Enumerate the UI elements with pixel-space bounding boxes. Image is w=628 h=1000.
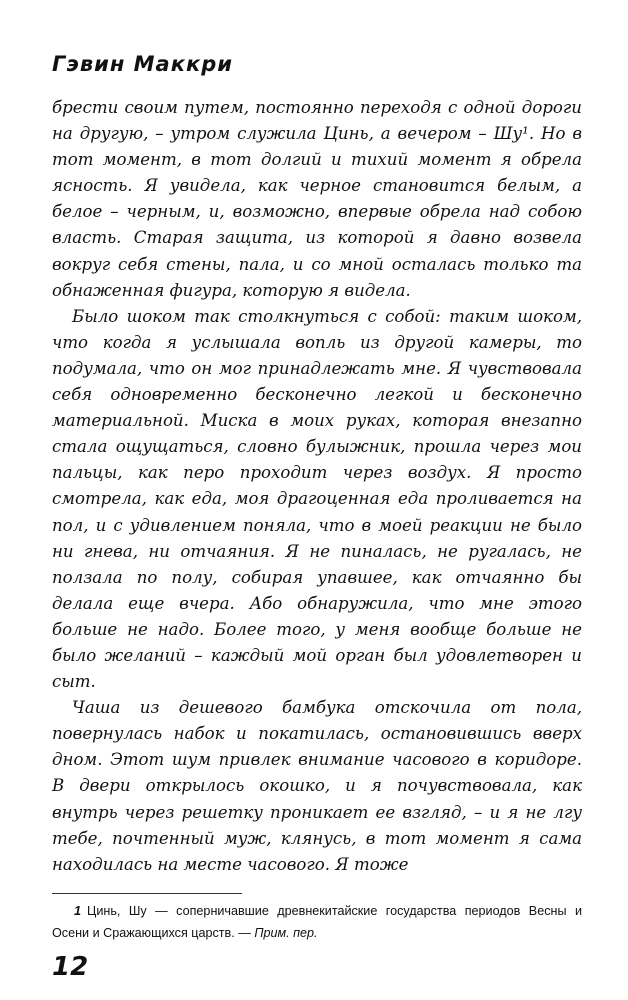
body-text bbox=[52, 95, 582, 878]
footnote bbox=[52, 900, 582, 944]
footnote-divider bbox=[52, 893, 242, 894]
footnote-translator-note: Прим. пер. bbox=[254, 926, 318, 940]
footnote-marker: 1 bbox=[74, 904, 82, 918]
running-head-author: Гэвин Маккри bbox=[52, 52, 233, 76]
page-number: 12 bbox=[52, 952, 89, 982]
paragraph-2: Было шоком так столкнуться с собой: таким шоком, что когда я услышала вопль из другой камеры, то подумала, что он мог принадлежать мне. Я чувствовала себя одновременно бесконечно легкой и бесконечно материальной. Миска в моих руках, которая внезапно стала ощущаться, словно булыжник, прошла через мои пальцы, как перо проходит через воздух. Я просто смотрела, как еда, моя драгоценная еда проливается на пол, и с удивлением поняла, что в моей реакции не было ни гнева, ни отчаяния. Я не пиналась, не ругалась, не ползала по полу, собирая упавшее, как отчаянно бы делала еще вчера. Або обнаружила, что мне этого больше не надо. Более того, у меня вообще больше не было желаний – каждый мой орган был удовлетворен и сыт. bbox=[52, 306, 582, 692]
paragraph-1: брести своим путем, постоянно переходя с одной дороги на другую, – утром служила Цинь, а вечером – Шу¹. Но в тот момент, в тот долгий и тихий момент я обрела ясность. Я увидела, как черное становится белым, а белое – черным, и, возможно, впервые обрела над собою власть. Старая защита, из которой я давно возвела вокруг себя стены, пала, и со мной осталась только та обнаженная фигура, которую я видела. bbox=[52, 98, 582, 300]
footnote-text: Цинь, Шу — соперничавшие древнекитайские государства периодов Весны и Осени и Сражающихся царств. — bbox=[52, 904, 582, 940]
paragraph-3: Чаша из дешевого бамбука отскочила от пола, повернулась набок и покатилась, остановившись вверх дном. Этот шум привлек внимание часового в коридоре. В двери открылось окошко, и я почувствовала, как внутрь через решетку проникает ее взгляд, – и я не лгу тебе, почтенный муж, клянусь, в тот момент я сама находилась на месте часового. Я тоже bbox=[52, 698, 582, 874]
